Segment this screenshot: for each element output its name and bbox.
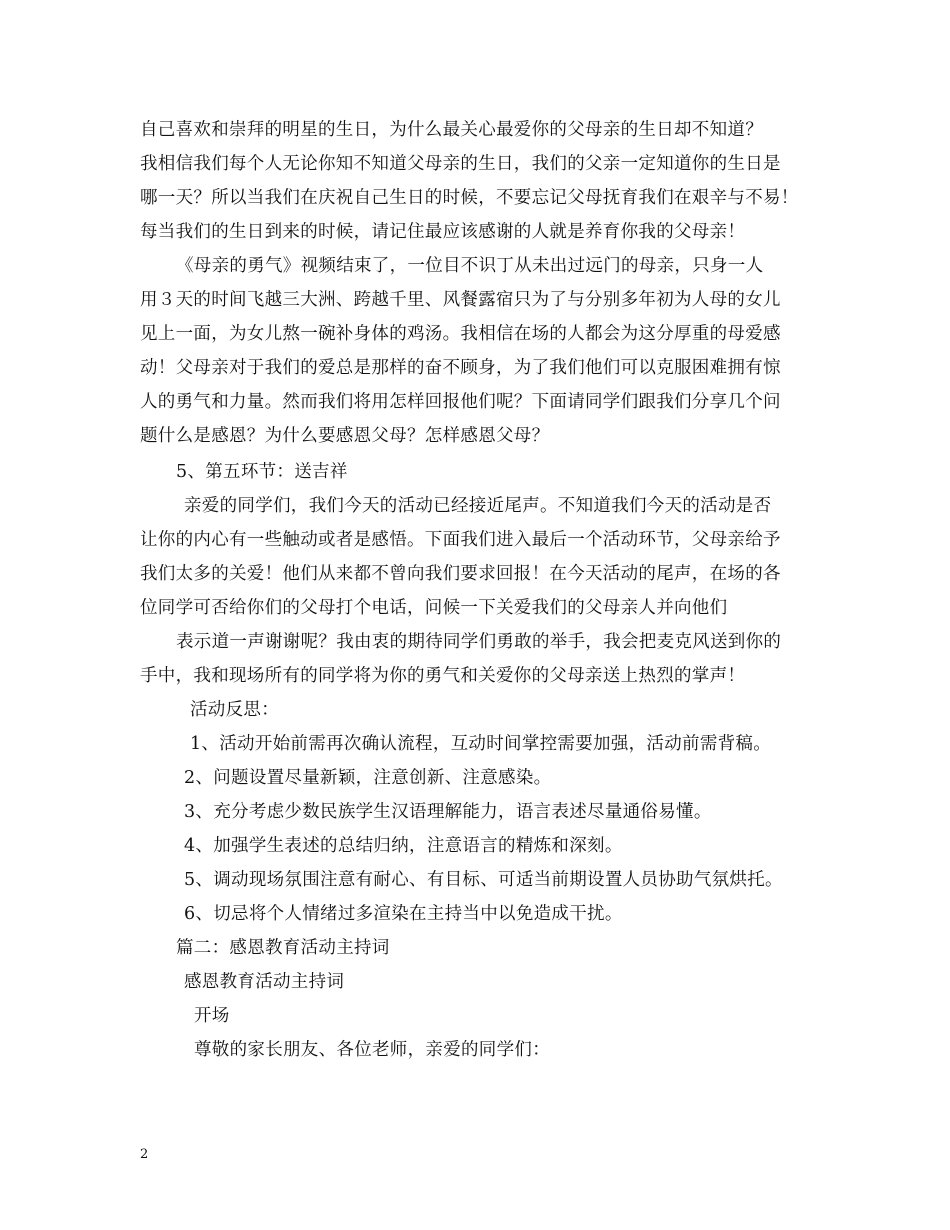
paragraph-line: 表示道一声谢谢呢？我由衷的期待同学们勇敢的举手，我会把麦克风送到你的 xyxy=(176,632,782,652)
paragraph-line: 自己喜欢和崇拜的明星的生日，为什么最关心最爱你的父母亲的生日却不知道？ xyxy=(140,120,763,140)
paragraph-line: 位同学可否给你们的父母打个电话，问候一下关爱我们的父母亲人并向他们 xyxy=(140,598,728,618)
paragraph-line: 我们太多的关爱！他们从来都不曾向我们要求回报！在今天活动的尾声，在场的各 xyxy=(140,564,781,584)
paragraph-line: 我相信我们每个人无论你知不知道父母亲的生日，我们的父亲一定知道你的生日是 xyxy=(140,154,781,174)
section-heading: 开场 xyxy=(194,1006,230,1026)
list-item: 2、问题设置尽量新颖，注意创新、注意感染。 xyxy=(184,768,552,788)
paragraph-line: 哪一天？所以当我们在庆祝自己生日的时候，不要忘记父母抚育我们在艰辛与不易！ xyxy=(140,188,799,208)
paragraph-line: 每当我们的生日到来的时候，请记住最应该感谢的人就是养育你我的父母亲！ xyxy=(140,222,746,242)
paragraph-line: 亲爱的同学们，我们今天的活动已经接近尾声。不知道我们今天的活动是否 xyxy=(184,496,772,516)
page-number: 2 xyxy=(140,1147,149,1162)
list-item: 5、调动现场氛围注意有耐心、有目标、可适当前期设置人员协助气氛烘托。 xyxy=(184,870,783,890)
paragraph-line: 尊敬的家长朋友、各位老师，亲爱的同学们： xyxy=(194,1040,550,1060)
section-heading: 5、第五环节：送吉祥 xyxy=(176,462,348,482)
paragraph-line: 人的勇气和力量。然而我们将用怎样回报他们呢？下面请同学们跟我们分享几个问 xyxy=(140,392,781,412)
paragraph-line: 动！父母亲对于我们的爱总是那样的奋不顾身，为了我们他们可以克服困难拥有惊 xyxy=(140,358,781,378)
list-item: 6、切忌将个人情绪过多渲染在主持当中以免造成干扰。 xyxy=(184,904,623,924)
paragraph-line: 手中，我和现场所有的同学将为你的勇气和关爱你的父母亲送上热烈的掌声！ xyxy=(140,666,746,686)
list-item: 4、加强学生表述的总结归纳，注意语言的精炼和深刻。 xyxy=(184,836,623,856)
paragraph-line: 见上一面，为女儿熬一碗补身体的鸡汤。我相信在场的人都会为这分厚重的母爱感 xyxy=(140,324,781,344)
document-title: 感恩教育活动主持词 xyxy=(184,972,345,992)
paragraph-line: 题什么是感恩？为什么要感恩父母？怎样感恩父母？ xyxy=(140,426,550,446)
section-heading: 活动反思： xyxy=(190,700,279,720)
paragraph-line: 用３天的时间飞越三大洲、跨越千里、风餐露宿只为了与分别多年初为人母的女儿 xyxy=(140,290,781,310)
list-item: 1、活动开始前需再次确认流程，互动时间掌控需要加强，活动前需背稿。 xyxy=(190,734,772,754)
paragraph-line: 《母亲的勇气》视频结束了，一位目不识丁从未出过远门的母亲，只身一人 xyxy=(176,256,764,276)
list-item: 3、充分考虑少数民族学生汉语理解能力，语言表述尽量通俗易懂。 xyxy=(184,802,712,822)
chapter-heading: 篇二：感恩教育活动主持词 xyxy=(176,938,390,958)
paragraph-line: 让你的内心有一些触动或者是感悟。下面我们进入最后一个活动环节，父母亲给予 xyxy=(140,530,781,550)
